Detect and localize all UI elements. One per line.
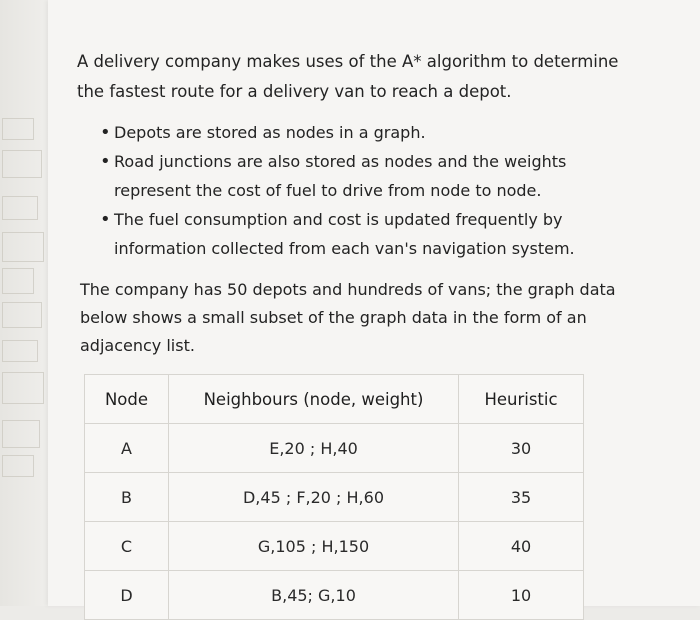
bullet-item <box>100 147 620 205</box>
bullet-dot-icon: • <box>100 209 111 230</box>
cell-neighbours: G,105 ; H,150 <box>169 522 459 571</box>
bullet-item <box>100 205 620 263</box>
cell-neighbours: B,45; G,10 <box>169 571 459 620</box>
cell-neighbours: D,45 ; F,20 ; H,60 <box>169 473 459 522</box>
table-row <box>85 473 584 522</box>
cell-heuristic: 30 <box>459 424 584 473</box>
cell-neighbours: E,20 ; H,40 <box>169 424 459 473</box>
bullet-text: Depots are stored as nodes in a graph. <box>114 123 426 142</box>
cell-node: B <box>85 473 169 522</box>
intro-paragraph: A delivery company makes uses of the A* algorithm to determine the fastest route for a delivery van to reach a depot. <box>77 52 619 101</box>
table-row <box>85 571 584 620</box>
description-paragraph: The company has 50 depots and hundreds of vans; the graph data below shows a small subset of the graph data in the form of an adjacency list. <box>80 280 616 355</box>
bullet-item <box>100 118 620 147</box>
bullet-dot-icon: • <box>100 122 111 143</box>
header-node: Node <box>85 375 169 424</box>
table-row <box>85 424 584 473</box>
bullet-dot-icon: • <box>100 151 111 172</box>
cell-node: D <box>85 571 169 620</box>
header-neighbours: Neighbours (node, weight) <box>169 375 459 424</box>
bullet-list <box>100 118 620 263</box>
cell-node: C <box>85 522 169 571</box>
cell-node: A <box>85 424 169 473</box>
table-header-row <box>85 375 584 424</box>
cell-heuristic: 40 <box>459 522 584 571</box>
header-heuristic: Heuristic <box>459 375 584 424</box>
cell-heuristic: 10 <box>459 571 584 620</box>
table-row <box>85 522 584 571</box>
bullet-text: The fuel consumption and cost is updated frequently by information collected from each van's navigation system. <box>114 210 575 258</box>
bullet-text: Road junctions are also stored as nodes and the weights represent the cost of fuel to drive from node to node. <box>114 152 567 200</box>
background-page-edge <box>0 0 48 606</box>
cell-heuristic: 35 <box>459 473 584 522</box>
adjacency-list-table <box>84 374 584 620</box>
